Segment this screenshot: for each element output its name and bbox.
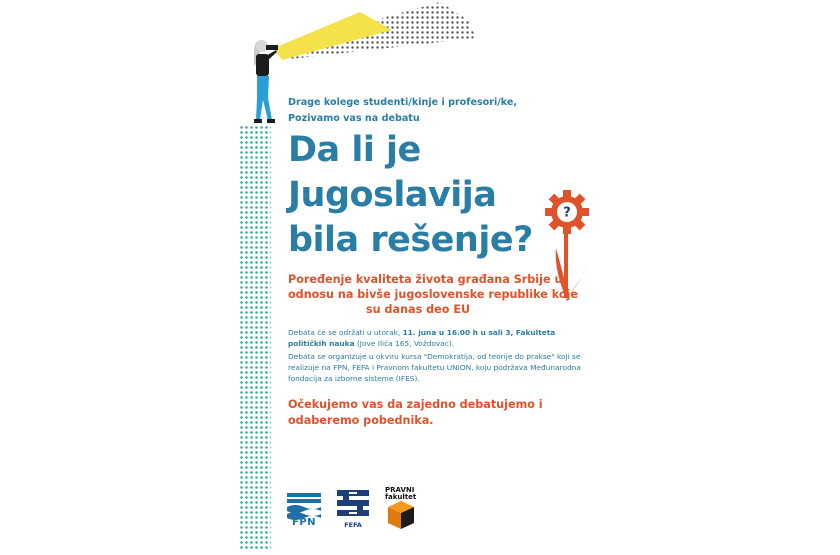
fefa-logo-icon xyxy=(335,488,371,520)
pravni-logo-line-1: PRAVNI xyxy=(385,486,415,494)
page-title xyxy=(288,128,533,263)
closing-line-2: odaberemo pobednika. xyxy=(288,414,434,427)
fpn-logo-label: FPN xyxy=(291,517,317,528)
invite-line-2: Pozivamo vas na debatu xyxy=(288,113,420,124)
details-paragraph-1 xyxy=(288,327,588,349)
title-line-2: Jugoslavija xyxy=(288,175,497,215)
title-line-3: bila rešenje? xyxy=(288,220,533,260)
invite-line-1: Drage kolege studenti/kinje i profesori/ke, xyxy=(288,97,518,108)
details-p1-start: Debata će se održati u utorak, xyxy=(288,328,403,337)
woman-with-binoculars-icon xyxy=(246,36,290,128)
fefa-logo-label: FEFA xyxy=(344,521,362,529)
details-p1-bold-2: političkih nauka xyxy=(288,339,355,348)
title-line-1: Da li je xyxy=(288,130,421,170)
closing-text xyxy=(288,397,588,429)
event-details xyxy=(288,327,588,386)
subtitle-line-1: Poređenje kvaliteta života građana Srbije u xyxy=(288,273,563,286)
details-paragraph-2: Debata se organizuje u okviru kursa "Demokratija, od teorije do prakse" koji se realizuje na FPN, FEFA i Pravnom fakultetu UNION, koju podržava Međunarodna fondacija za izborne sisteme (IFES). xyxy=(288,352,581,383)
details-p1-bold-1: 11. juna u 16.00 h u sali 3, Fakulteta xyxy=(402,328,556,337)
details-p1-end: (Jove Ilića 165, Voždovac). xyxy=(354,339,455,348)
pravni-logo-line-2: fakultet xyxy=(385,493,417,501)
subtitle-line-3: su danas deo EU xyxy=(366,303,471,316)
flower-question-mark: ? xyxy=(563,205,571,221)
invite-text xyxy=(288,95,517,127)
closing-line-1: Očekujemo vas da zajedno debatujemo i xyxy=(288,398,543,411)
subtitle-line-2: odnosu na bivše jugoslovenske republike koje xyxy=(288,288,578,301)
dotted-column xyxy=(239,125,271,550)
subtitle xyxy=(288,272,578,317)
